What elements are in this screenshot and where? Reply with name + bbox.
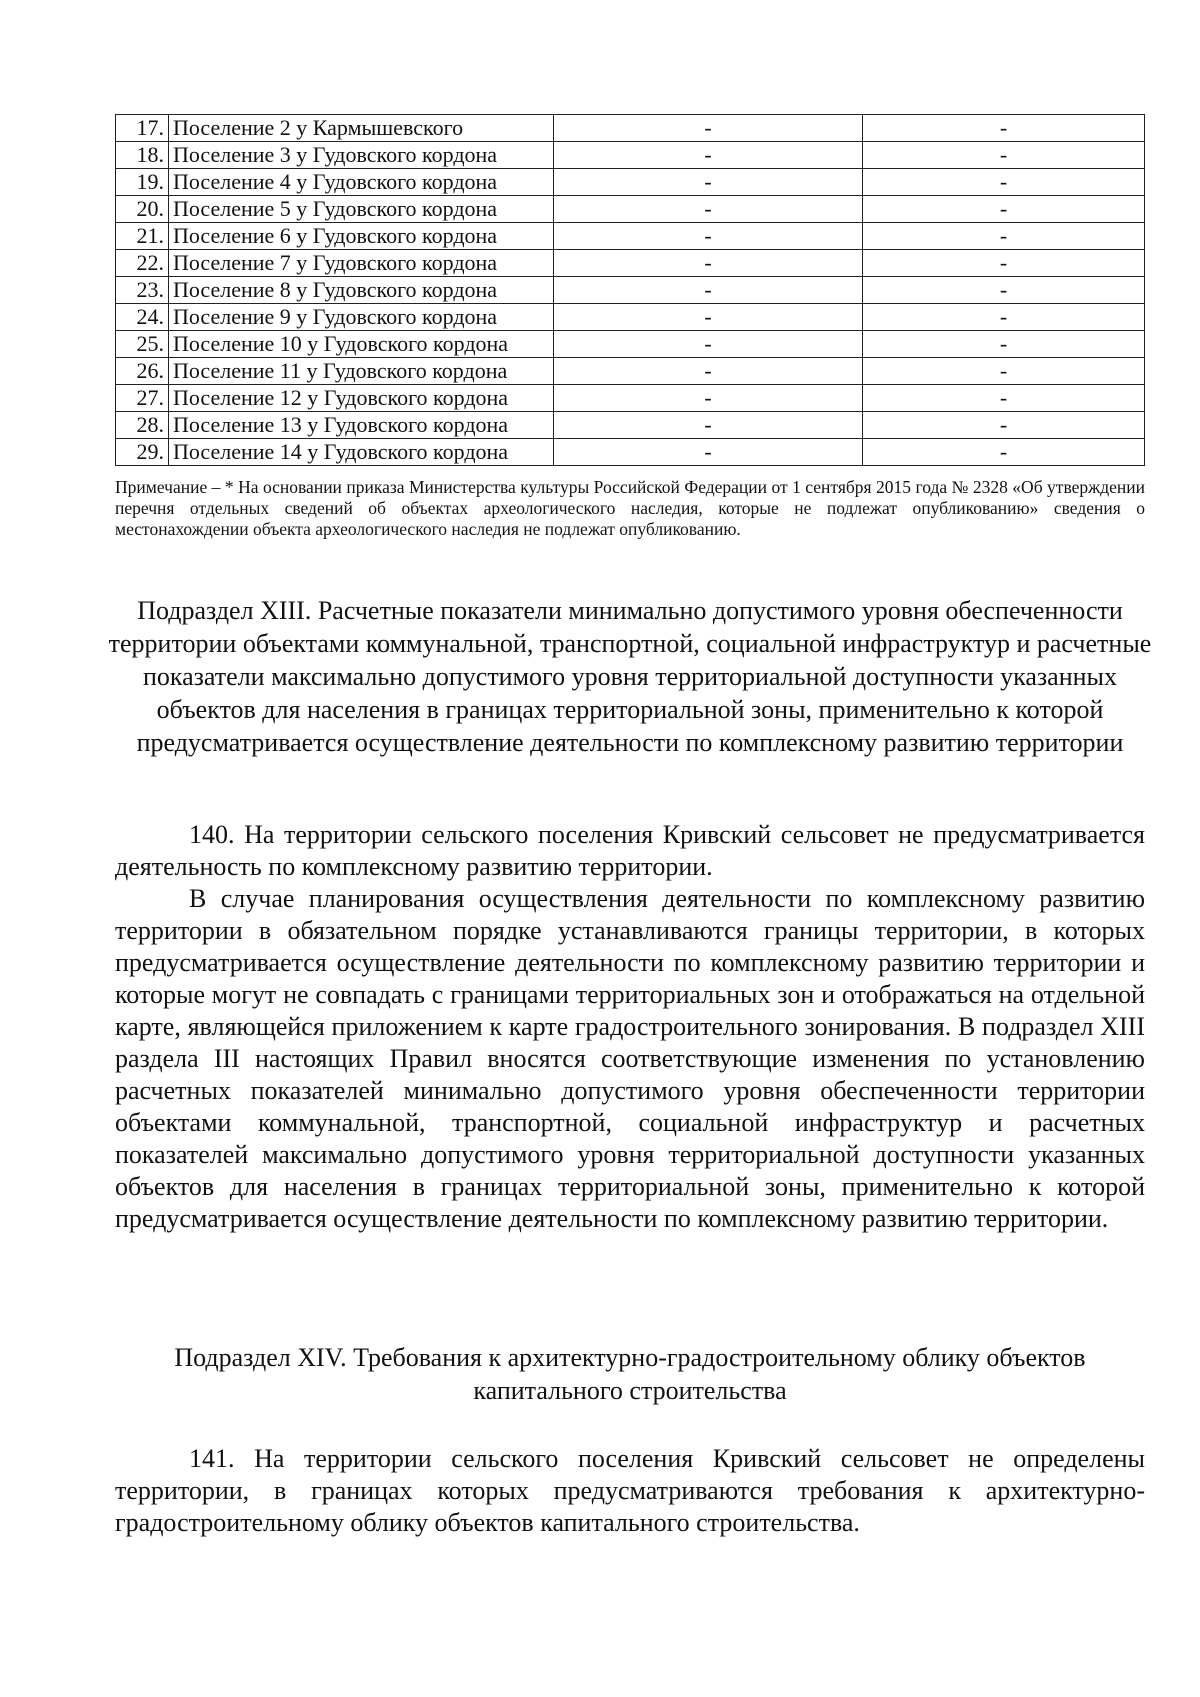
row-number-cell: 26. bbox=[116, 358, 169, 385]
value-cell-a: - bbox=[554, 304, 863, 331]
value-cell-b: - bbox=[863, 439, 1145, 466]
paragraph-141: 141. На территории сельского поселения Кривский сельсовет не определены территории, в границах которых предусматриваются требования к архитектурно-градостроительному облику объектов капитального строительства. bbox=[115, 1444, 1145, 1537]
subsection-xiv-heading: Подраздел XIV. Требования к архитектурно-градостроительному облику объектов капитального строительства bbox=[174, 1343, 1086, 1405]
subsection-xiii-heading: Подраздел XIII. Расчетные показатели минимально допустимого уровня обеспеченности территории объектами коммунальной, транспортной, социальной инфраструктур и расчетные показатели максимально допустимого уровня территориальной доступности указанных объектов для населения в границах территориальной зоны, применительно к которой предусматривается осуществление деятельности по комплексному развитию территории bbox=[108, 596, 1152, 757]
settlement-name-cell: Поселение 9 у Гудовского кордона bbox=[169, 304, 554, 331]
table-row bbox=[116, 169, 1145, 196]
row-number-cell: 20. bbox=[116, 196, 169, 223]
settlement-name-cell: Поселение 6 у Гудовского кордона bbox=[169, 223, 554, 250]
settlement-name-cell: Поселение 4 у Гудовского кордона bbox=[169, 169, 554, 196]
table-row bbox=[116, 223, 1145, 250]
table-row bbox=[116, 250, 1145, 277]
settlement-name-cell: Поселение 11 у Гудовского кордона bbox=[169, 358, 554, 385]
table-row bbox=[116, 304, 1145, 331]
row-number-cell: 24. bbox=[116, 304, 169, 331]
table-row bbox=[116, 142, 1145, 169]
value-cell-b: - bbox=[863, 277, 1145, 304]
row-number-cell: 21. bbox=[116, 223, 169, 250]
value-cell-a: - bbox=[554, 358, 863, 385]
value-cell-a: - bbox=[554, 223, 863, 250]
value-cell-b: - bbox=[863, 250, 1145, 277]
settlements-table bbox=[115, 114, 1145, 466]
value-cell-a: - bbox=[554, 385, 863, 412]
value-cell-a: - bbox=[554, 142, 863, 169]
settlement-name-cell: Поселение 2 у Кармышевского bbox=[169, 115, 554, 142]
settlements-table-body bbox=[116, 115, 1145, 466]
table-row bbox=[116, 358, 1145, 385]
value-cell-b: - bbox=[863, 304, 1145, 331]
value-cell-b: - bbox=[863, 385, 1145, 412]
row-number-cell: 25. bbox=[116, 331, 169, 358]
table-row bbox=[116, 277, 1145, 304]
table-row bbox=[116, 331, 1145, 358]
row-number-cell: 28. bbox=[116, 412, 169, 439]
value-cell-a: - bbox=[554, 169, 863, 196]
value-cell-a: - bbox=[554, 115, 863, 142]
row-number-cell: 17. bbox=[116, 115, 169, 142]
settlement-name-cell: Поселение 13 у Гудовского кордона bbox=[169, 412, 554, 439]
settlement-name-cell: Поселение 10 у Гудовского кордона bbox=[169, 331, 554, 358]
value-cell-a: - bbox=[554, 196, 863, 223]
settlement-name-cell: Поселение 8 у Гудовского кордона bbox=[169, 277, 554, 304]
paragraph-140: 140. На территории сельского поселения Кривский сельсовет не предусматривается деятельность по комплексному развитию территории. bbox=[115, 820, 1145, 881]
table-row bbox=[116, 115, 1145, 142]
settlement-name-cell: Поселение 14 у Гудовского кордона bbox=[169, 439, 554, 466]
settlement-name-cell: Поселение 5 у Гудовского кордона bbox=[169, 196, 554, 223]
value-cell-a: - bbox=[554, 331, 863, 358]
row-number-cell: 29. bbox=[116, 439, 169, 466]
value-cell-b: - bbox=[863, 358, 1145, 385]
settlement-name-cell: Поселение 3 у Гудовского кордона bbox=[169, 142, 554, 169]
value-cell-a: - bbox=[554, 412, 863, 439]
value-cell-b: - bbox=[863, 115, 1145, 142]
value-cell-a: - bbox=[554, 250, 863, 277]
value-cell-b: - bbox=[863, 223, 1145, 250]
settlement-name-cell: Поселение 12 у Гудовского кордона bbox=[169, 385, 554, 412]
value-cell-b: - bbox=[863, 331, 1145, 358]
value-cell-b: - bbox=[863, 196, 1145, 223]
row-number-cell: 18. bbox=[116, 142, 169, 169]
row-number-cell: 23. bbox=[116, 277, 169, 304]
paragraph-140-continuation: В случае планирования осуществления деятельности по комплексному развитию территории в обязательном порядке устанавливаются границы территории, в которых предусматривается осуществление деятельности по комплексному развитию территории и которые могут не совпадать с границами территориальных зон и отображаться на отдельной карте, являющейся приложением к карте градостроительного зонирования. В подраздел XIII раздела III настоящих Правил вносятся соответствующие изменения по установлению расчетных показателей минимально допустимого уровня обеспеченности территории объектами коммунальной, транспортной, социальной инфраструктур и расчетных показателей максимально допустимого уровня территориальной доступности указанных объектов для населения в границах территориальной зоны, применительно к которой предусматривается осуществление деятельности по комплексному развитию территории. bbox=[115, 884, 1145, 1233]
row-number-cell: 22. bbox=[116, 250, 169, 277]
table-footnote: Примечание – * На основании приказа Министерства культуры Российской Федерации от 1 сентября 2015 года № 2328 «Об утверждении перечня отдельных сведений об объектах археологического наследия, которые не подлежат опубликованию» сведения о местонахождении объекта археологического наследия не подлежат опубликованию. bbox=[115, 477, 1145, 539]
value-cell-b: - bbox=[863, 142, 1145, 169]
table-row bbox=[116, 439, 1145, 466]
value-cell-b: - bbox=[863, 412, 1145, 439]
value-cell-b: - bbox=[863, 169, 1145, 196]
settlement-name-cell: Поселение 7 у Гудовского кордона bbox=[169, 250, 554, 277]
row-number-cell: 19. bbox=[116, 169, 169, 196]
table-row bbox=[116, 385, 1145, 412]
row-number-cell: 27. bbox=[116, 385, 169, 412]
value-cell-a: - bbox=[554, 277, 863, 304]
value-cell-a: - bbox=[554, 439, 863, 466]
table-row bbox=[116, 196, 1145, 223]
table-row bbox=[116, 412, 1145, 439]
